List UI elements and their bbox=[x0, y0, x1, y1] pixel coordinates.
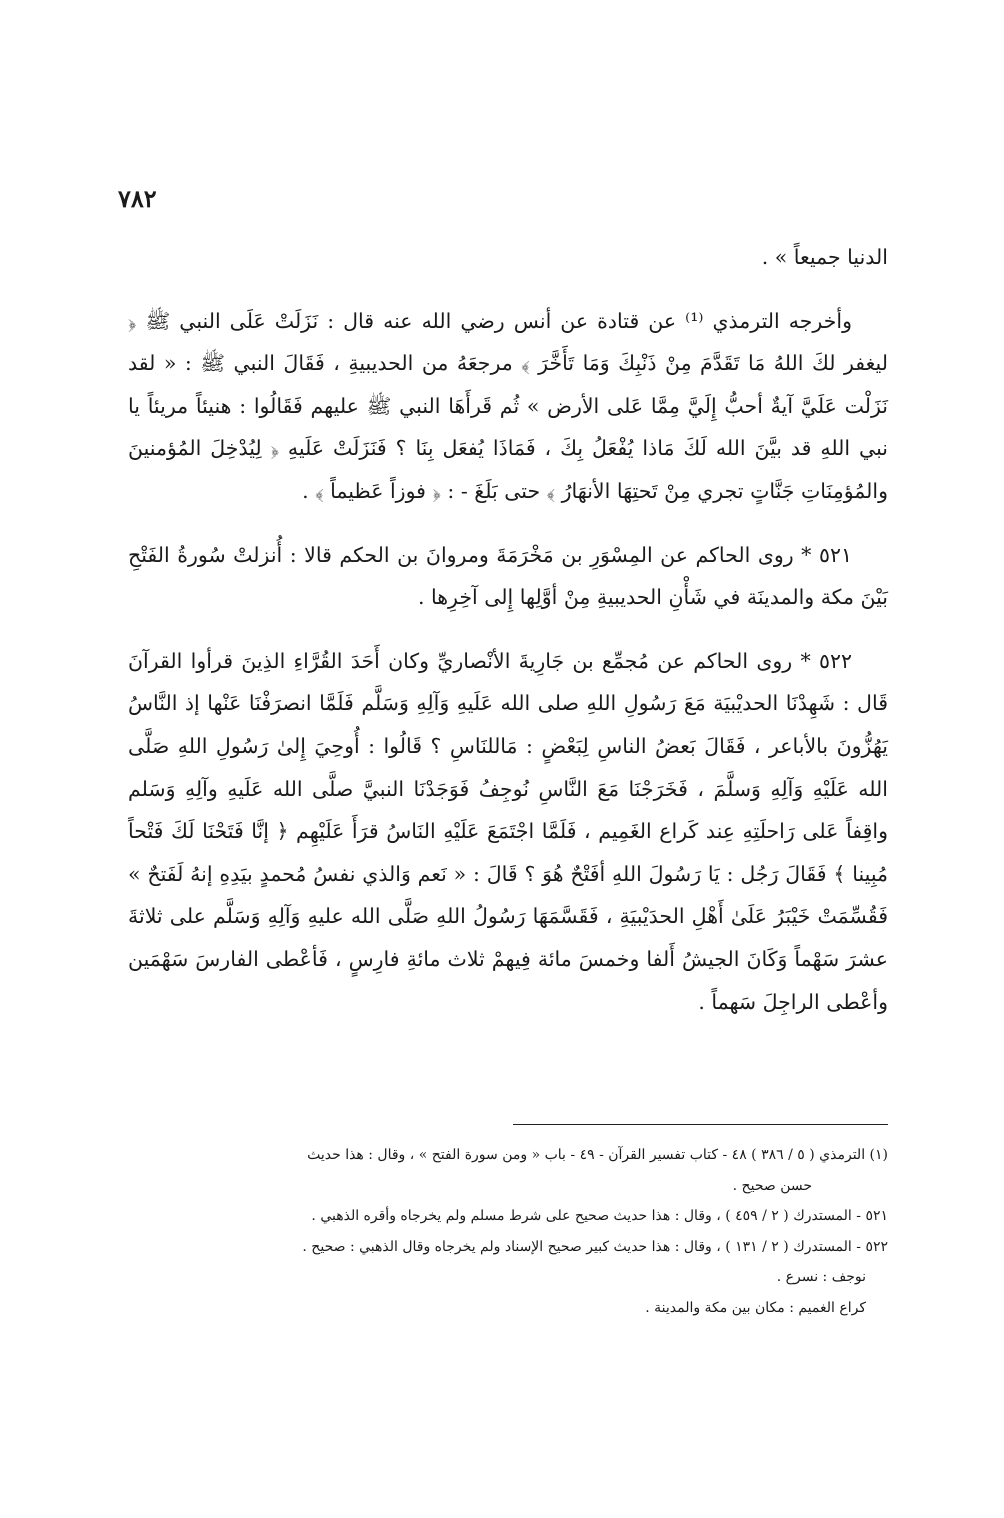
page-number: ٧٨٢ bbox=[118, 184, 157, 213]
paragraph-continuation: الدنيا جميعاً » . bbox=[761, 245, 888, 269]
main-text bbox=[128, 236, 888, 1023]
footnotes bbox=[140, 1140, 888, 1323]
footnote-521: ٥٢١ - المستدرك ( ٢ / ٤٥٩ ) ، وقال : هذا حديث صحيح على شرط مسلم ولم يخرجاه وأقره الذهبي . bbox=[311, 1208, 888, 1224]
glossary-note-1: نوجف : نسرع . bbox=[776, 1269, 866, 1285]
footnote-522: ٥٢٢ - المستدرك ( ٢ / ١٣١ ) ، وقال : هذا حديث كبير صحيح الإسناد ولم يخرجاه وقال الذهبي : صحيح . bbox=[302, 1238, 888, 1255]
footnote-1: (١) الترمذي ( ٥ / ٣٨٦ ) ٤٨ - كتاب تفسير القرآن - ٤٩ - باب « ومن سورة الفتح » ، وقال : هذا حديث bbox=[307, 1147, 888, 1163]
footnote-divider bbox=[513, 1124, 888, 1125]
hadith-521: ٥٢١ * روى الحاكم عن المِسْوَرِ بن مَخْرَمَةَ ومروانَ بن الحكم قالا : أُنزلتْ سُورةُ الفَتْحِ بَيْنَ مكة والمدينَة في شَأْنِ الحديبيةِ مِنْ أوَّلِها إِلى آخِرِها . bbox=[128, 542, 888, 610]
paragraph-tirmidhi: وأخرجه الترمذي ⁽¹⁾ عن قتادة عن أنس رضي الله عنه قال : نَزَلَتْ عَلَى النبي ﷺ ﴿ ليغفر لكَ اللهُ مَا تَقَدَّمَ مِنْ ذَنْبِكَ وَمَا تَأَخَّرَ ﴾ مرجعَهُ من الحديبيةِ ، فَقَالَ النبي ﷺ : « لقد نَزَلْت عَلَيَّ آيةٌ أحبُّ إِلَيَّ مِمَّا عَلى الأرض » ثُم قَرأَهَا النبي ﷺ عليهم فَقَالُوا : هنيئاً مريئاً يا نبي اللهِ قد بيَّنَ الله لَكَ مَاذا يُفْعَلُ بِكَ ، فَمَاذَا يُفعَل بِنَا ؟ فَنَزَلَتْ عَلَيهِ ﴿ لِيُدْخِلَ المُؤمنينَ والمُؤمِنَاتِ جَنَّاتٍ تجري مِنْ تَحتِهَا الأنهَارُ ﴾ حتى بَلَغَ - : ﴿ فوزاً عَظيماً ﴾ . bbox=[128, 308, 888, 503]
glossary-note-2: كراع الغميم : مكان بين مكة والمدينة . bbox=[645, 1299, 866, 1316]
hadith-522: ٥٢٢ * روى الحاكم عن مُجمِّع بن جَارِيةَ الأنْصاريِّ وكان أَحَدَ القُرَّاءِ الذِينَ قرأوا القرآنَ قَال : شَهِدْنَا الحديْبيَة مَعَ رَسُولِ اللهِ صلى الله عَلَيهِ وَآلِهِ وَسَلَّم فَلَمَّا انصرَفْنَا عَنْها إذ النَّاسُ يَهُزُّونَ بالأباعر ، فَقَالَ بَعضُ الناسِ لِبَعْضٍ : مَاللنَاسِ ؟ قَالُوا : أُوحِيَ إِلىٰ رَسُولِ اللهِ صَلَّى الله عَلَيْهِ وَآلِهِ وَسلَّمَ ، فَخَرَجْنَا مَعَ النَّاسِ نُوجِفُ فَوَجَدْنَا النبيَّ صلَّى الله عَلَيهِ وآلِهِ وَسَلم واقِفاً عَلى رَاحلَتِهِ عِند كَراع الغَمِيم ، فَلَمَّا اجْتَمَعَ عَلَيْهِ النَاسُ قرَأَ عَلَيْهِم ﴿ إنَّا فَتَحْنَا لَكَ فَتْحاً مُبِينا ﴾ فَقَالَ رَجُل : يَا رَسُولَ اللهِ أفَتْحٌ هُوَ ؟ قَالَ : « نَعم وَالذي نفسُ مُحمدٍ بيَدِهِ إنهُ لَفَتحٌ » فَقُسِّمَتْ خَيْبَرُ عَلَىٰ أَهْلِ الحدَيْبيَةِ ، فَقَسَّمَهَا رَسُولُ اللهِ صَلَّى الله عليهِ وَآلِهِ وَسَلَّم على ثلاثةَ عشرَ سَهْماً وَكَانَ الجيشُ أَلفا وخمسَ مائة فِيهمْ ثلاث مائةِ فارِسٍ ، فَأعْطى الفارسَ سَهْمَين وأعْطى الراجِلَ سَهماً . bbox=[128, 648, 888, 1014]
footnote-1-continuation: حسن صحيح . bbox=[732, 1177, 812, 1194]
